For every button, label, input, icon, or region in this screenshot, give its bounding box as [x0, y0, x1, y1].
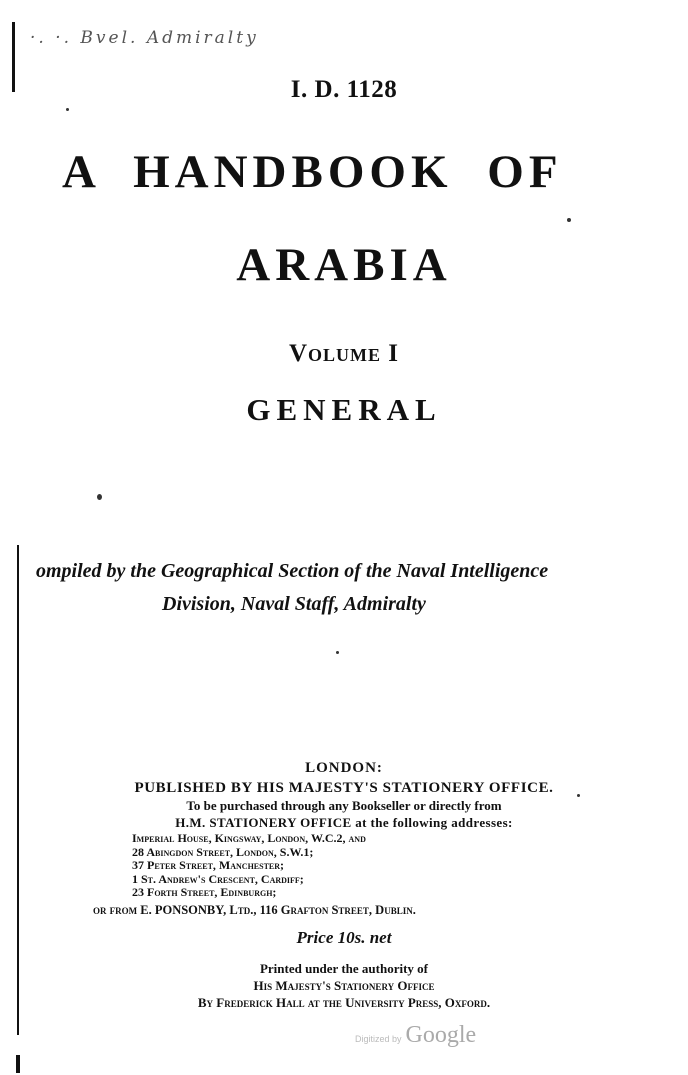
price: Price 10s. net — [296, 928, 392, 947]
address-item: 23 Forth Street, Edinburgh; — [132, 885, 277, 899]
volume-subject: GENERAL — [246, 392, 442, 427]
binding-edge-mark — [16, 1055, 20, 1073]
ponsonby-line: or from E. PONSONBY, Ltd., 116 Grafton Street, Dublin. — [93, 903, 416, 917]
printer-line-3: By Frederick Hall at the University Press, Oxford. — [197, 995, 491, 1010]
document-number: I. D. 1128 — [290, 76, 398, 103]
address-item: 1 St. Andrew's Crescent, Cardiff; — [132, 871, 304, 886]
handwritten-note: ·. ·. Bvel. Admiralty — [30, 28, 259, 48]
digitized-prefix: Digitized by — [355, 1034, 402, 1044]
address-item: 37 Peter Street, Manchester; — [132, 858, 285, 872]
printer-line-2: His Majesty's Stationery Office — [253, 978, 435, 993]
purchase-line-1: To be purchased through any Bookseller or directly from — [186, 798, 502, 813]
ink-speck — [97, 494, 102, 500]
address-item: Imperial House, Kingsway, London, W.C.2, and — [132, 831, 366, 845]
compiled-by-line-2: Division, Naval Staff, Admiralty — [162, 593, 426, 615]
ink-speck — [336, 651, 339, 654]
printer-notice — [0, 960, 688, 1011]
compiled-by-line-1: ompiled by the Geographical Section of the Naval Intelligence — [36, 560, 549, 582]
google-logo: Google — [405, 1022, 477, 1048]
volume-label: Volume I — [288, 340, 400, 367]
title-line-2: ARABIA — [236, 239, 452, 291]
imprint-publisher: PUBLISHED BY HIS MAJESTY'S STATIONERY OFFICE. — [134, 780, 554, 796]
imprint-city: LONDON: — [305, 760, 383, 776]
digitized-by-watermark — [355, 1022, 476, 1049]
printer-line-1: Printed under the authority of — [259, 961, 429, 976]
address-item: 28 Abingdon Street, London, S.W.1; — [132, 844, 314, 859]
address-list — [132, 832, 366, 900]
title-line-1: A HANDBOOK OF — [62, 146, 563, 198]
purchase-line-2: H.M. STATIONERY OFFICE at the following addresses: — [175, 815, 513, 830]
ink-speck — [567, 218, 571, 222]
ink-speck — [66, 108, 69, 111]
